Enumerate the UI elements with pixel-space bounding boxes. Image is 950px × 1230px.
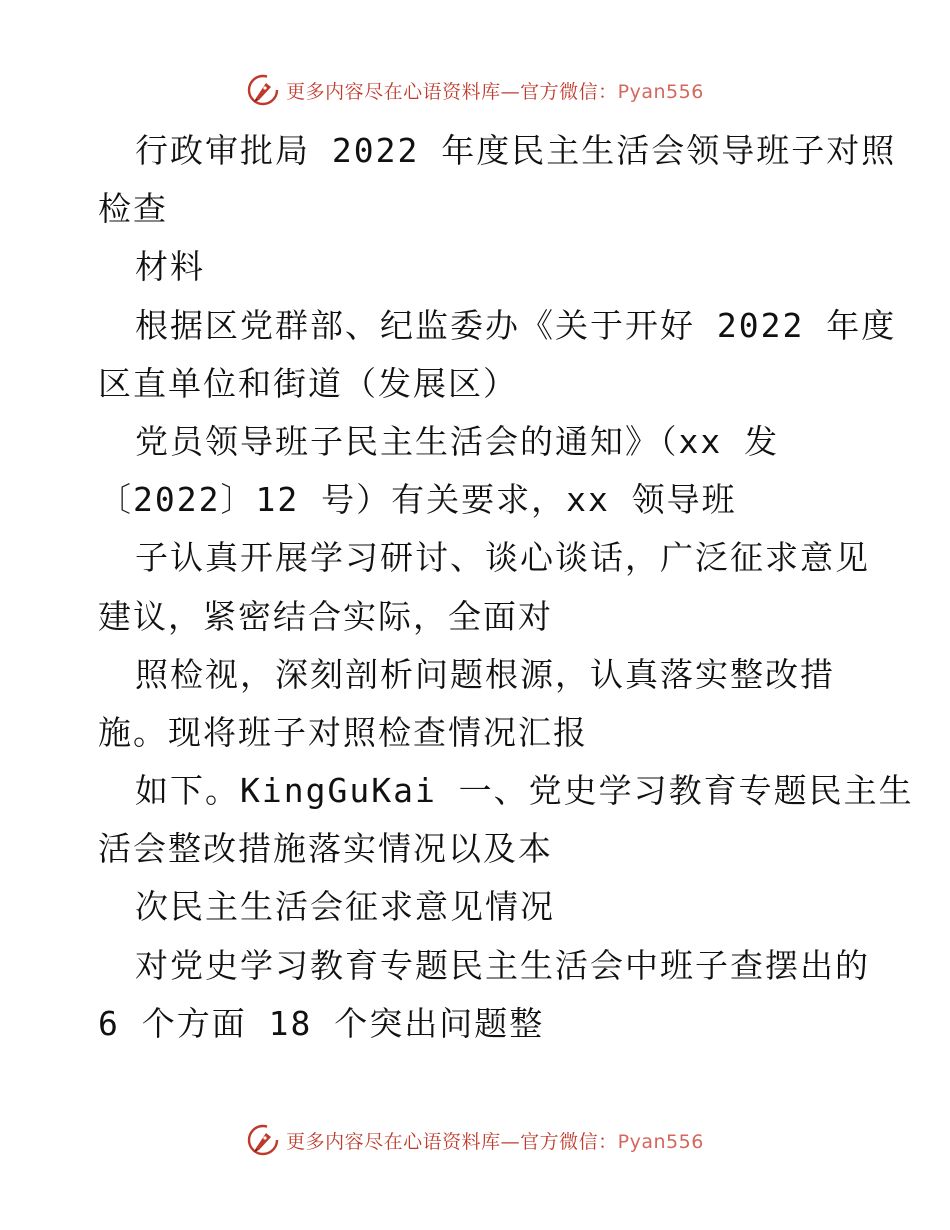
text-line: 照检视，深刻剖析问题根源，认真落实整改措 (135, 654, 835, 694)
text-line: 〔2022〕12 号）有关要求，xx 领导班 (98, 480, 737, 520)
text-line: 对党史学习教育专题民主生活会中班子查摆出的 (135, 945, 870, 985)
text-line: 如下。KingGuKai 一、党史学习教育专题民主生 (135, 771, 914, 811)
text-line: 次民主生活会征求意见情况 (135, 887, 555, 927)
text-line: 活会整改措施落实情况以及本 (98, 829, 553, 869)
header-banner (0, 70, 950, 110)
banner-text: 更多内容尽在心语资料库—官方微信：Pyan556 (286, 80, 704, 103)
text-line: 建议，紧密结合实际，全面对 (98, 596, 553, 636)
text-line: 党员领导班子民主生活会的通知》（xx 发 (135, 421, 780, 461)
banner-text: 更多内容尽在心语资料库—官方微信：Pyan556 (286, 1130, 704, 1153)
text-line: 材料 (135, 247, 205, 287)
pen-nib-logo-icon (246, 73, 280, 107)
text-line: 检查 (98, 189, 168, 229)
document-body (98, 122, 914, 1053)
text-line: 根据区党群部、纪监委办《关于开好 2022 年度 (135, 305, 897, 345)
pen-nib-logo-icon (246, 1123, 280, 1157)
text-line: 子认真开展学习研讨、谈心谈话，广泛征求意见 (135, 538, 870, 578)
text-line: 施。现将班子对照检查情况汇报 (98, 712, 588, 752)
wechat-id: Pyan556 (617, 80, 704, 103)
text-line: 区直单位和街道（发展区） (98, 363, 518, 403)
wechat-id: Pyan556 (617, 1130, 704, 1153)
text-line: 6 个方面 18 个突出问题整 (98, 1003, 545, 1043)
footer-banner (0, 1120, 950, 1160)
text-line: 行政审批局 2022 年度民主生活会领导班子对照 (135, 131, 897, 170)
